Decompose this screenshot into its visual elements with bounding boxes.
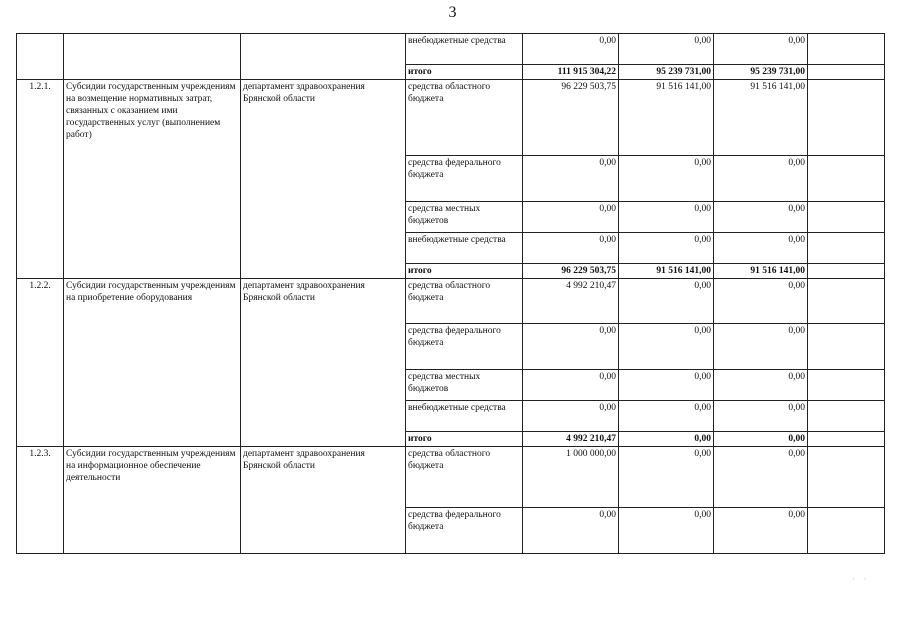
value-cell: 0,00 [714, 432, 808, 447]
value-cell: 0,00 [619, 324, 714, 370]
note-cell [808, 233, 885, 264]
item-title: Субсидии государственным учреждениям на информационное обеспечение деятельности [64, 447, 241, 554]
value-cell: 0,00 [619, 156, 714, 202]
value-cell: 0,00 [523, 156, 619, 202]
note-cell [808, 447, 885, 508]
value-cell: 0,00 [714, 370, 808, 401]
value-cell: 96 229 503,75 [523, 264, 619, 279]
source-cell: средства областного бюджета [406, 447, 523, 508]
scan-speckle: ⋅ ⋅ [852, 574, 870, 584]
empty-cell [241, 34, 406, 80]
item-executor: департамент здравоохранения Брянской области [241, 80, 406, 279]
value-cell: 0,00 [619, 370, 714, 401]
value-cell: 0,00 [714, 447, 808, 508]
value-cell: 0,00 [619, 401, 714, 432]
value-cell: 0,00 [619, 233, 714, 264]
table-row [17, 80, 885, 156]
value-cell: 1 000 000,00 [523, 447, 619, 508]
note-cell [808, 202, 885, 233]
source-cell: итого [406, 264, 523, 279]
value-cell: 0,00 [619, 447, 714, 508]
value-cell: 91 516 141,00 [714, 264, 808, 279]
value-cell: 0,00 [714, 508, 808, 554]
value-cell: 0,00 [523, 370, 619, 401]
value-cell: 0,00 [523, 34, 619, 65]
note-cell [808, 156, 885, 202]
value-cell: 95 239 731,00 [619, 65, 714, 80]
source-cell: средства местных бюджетов [406, 370, 523, 401]
source-cell: средства федерального бюджета [406, 324, 523, 370]
source-cell: средства федерального бюджета [406, 508, 523, 554]
item-number: 1.2.2. [17, 279, 64, 447]
item-executor: департамент здравоохранения Брянской области [241, 447, 406, 554]
value-cell: 0,00 [714, 156, 808, 202]
source-cell: внебюджетные средства [406, 401, 523, 432]
value-cell: 111 915 304,22 [523, 65, 619, 80]
value-cell: 0,00 [523, 324, 619, 370]
source-cell: средства областного бюджета [406, 80, 523, 156]
note-cell [808, 264, 885, 279]
value-cell: 0,00 [523, 233, 619, 264]
item-executor: департамент здравоохранения Брянской области [241, 279, 406, 447]
value-cell: 0,00 [619, 508, 714, 554]
value-cell: 96 229 503,75 [523, 80, 619, 156]
note-cell [808, 432, 885, 447]
budget-table [16, 33, 885, 554]
value-cell: 0,00 [619, 432, 714, 447]
note-cell [808, 65, 885, 80]
note-cell [808, 370, 885, 401]
item-title: Субсидии государственным учреждениям на приобретение оборудования [64, 279, 241, 447]
value-cell: 0,00 [714, 202, 808, 233]
source-cell: итого [406, 65, 523, 80]
value-cell: 0,00 [619, 34, 714, 65]
page-number: 3 [448, 4, 457, 21]
note-cell [808, 324, 885, 370]
empty-cell [64, 34, 241, 80]
source-cell: итого [406, 432, 523, 447]
value-cell: 91 516 141,00 [714, 80, 808, 156]
value-cell: 0,00 [523, 401, 619, 432]
note-cell [808, 279, 885, 324]
item-number: 1.2.3. [17, 447, 64, 554]
value-cell: 0,00 [714, 233, 808, 264]
source-cell: внебюджетные средства [406, 34, 523, 65]
source-cell: внебюджетные средства [406, 233, 523, 264]
value-cell: 95 239 731,00 [714, 65, 808, 80]
note-cell [808, 80, 885, 156]
value-cell: 0,00 [714, 324, 808, 370]
value-cell: 0,00 [714, 279, 808, 324]
source-cell: средства федерального бюджета [406, 156, 523, 202]
value-cell: 0,00 [523, 508, 619, 554]
value-cell: 0,00 [619, 279, 714, 324]
empty-cell [17, 34, 64, 80]
source-cell: средства областного бюджета [406, 279, 523, 324]
note-cell [808, 508, 885, 554]
value-cell: 4 992 210,47 [523, 432, 619, 447]
item-number: 1.2.1. [17, 80, 64, 279]
item-title: Субсидии государственным учреждениям на возмещение нормативных затрат, связанных с оказанием ими государственных услуг (выполнением работ) [64, 80, 241, 279]
value-cell: 91 516 141,00 [619, 80, 714, 156]
table-row [17, 279, 885, 324]
value-cell: 91 516 141,00 [619, 264, 714, 279]
value-cell: 0,00 [523, 202, 619, 233]
table-row [17, 34, 885, 65]
value-cell: 0,00 [714, 34, 808, 65]
source-cell: средства местных бюджетов [406, 202, 523, 233]
note-cell [808, 401, 885, 432]
note-cell [808, 34, 885, 65]
value-cell: 0,00 [619, 202, 714, 233]
value-cell: 4 992 210,47 [523, 279, 619, 324]
table-row [17, 447, 885, 508]
value-cell: 0,00 [714, 401, 808, 432]
